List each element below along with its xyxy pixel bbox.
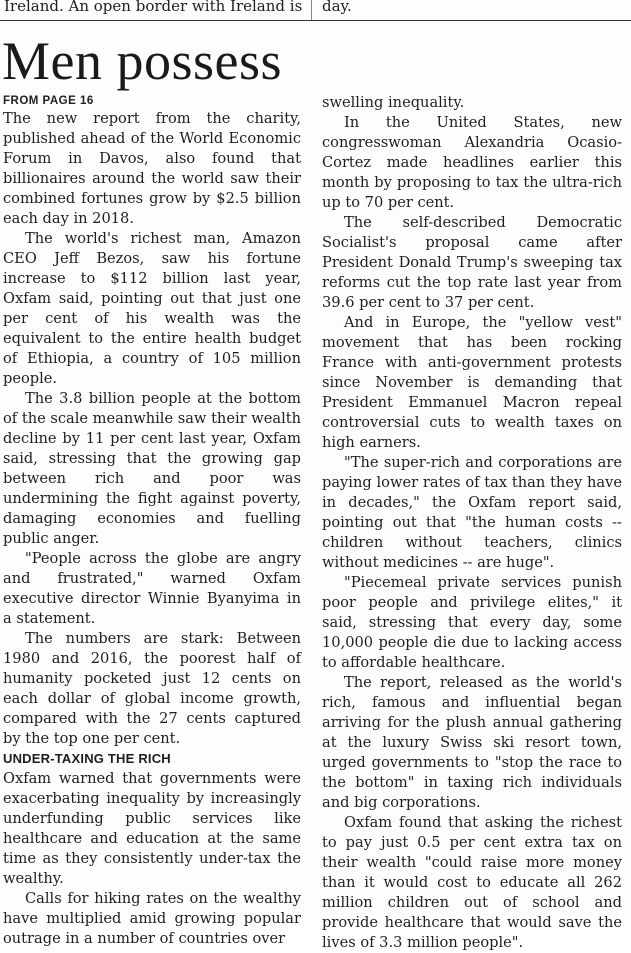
subheading: UNDER-TAXING THE RICH: [3, 751, 171, 766]
paragraph: In the United States, new congresswoman Alexandria Ocasio-Cortez made headlines earlier this month by proposing to tax the ultra-rich up to 70 per cent.: [322, 114, 622, 211]
article-column-left: [3, 93, 301, 949]
paragraph: The world's richest man, Amazon CEO Jeff Bezos, saw his fortune increase to $112 billion last year, Oxfam said, pointing out that just one per cent of his wealth was the equivalent to the entire health budget of Ethiopia, a country of 105 million people.: [3, 230, 301, 387]
previous-article-text-left: Ireland. An open border with Ireland is: [4, 0, 303, 15]
paragraph: "Piecemeal private services punish poor people and privilege elites," it said, stressing that every day, some 10,000 people die due to lacking access to affordable healthcare.: [322, 574, 622, 671]
paragraph: "People across the globe are angry and frustrated," warned Oxfam executive director Winnie Byanyima in a statement.: [3, 550, 301, 627]
paragraph: Calls for hiking rates on the wealthy have multiplied amid growing popular outrage in a number of countries over: [3, 890, 301, 947]
paragraph: "The super-rich and corporations are paying lower rates of tax than they have in decades," the Oxfam report said, pointing out that "the human costs -- children without teachers, clinics without medicines -- are huge".: [322, 454, 622, 571]
paragraph: The self-described Democratic Socialist's proposal came after President Donald Trump's sweeping tax reforms cut the top rate last year from 39.6 per cent to 37 per cent.: [322, 214, 622, 311]
from-page-label: FROM PAGE 16: [3, 95, 94, 107]
column-divider: [311, 0, 312, 20]
paragraph: The numbers are stark: Between 1980 and 2016, the poorest half of humanity pocketed just 12 cents on each dollar of global income growth, compared with the 27 cents captured by the top one per cent.: [3, 630, 301, 747]
headline: Men possess: [2, 31, 283, 91]
article-column-right: [322, 93, 622, 953]
paragraph: The report, released as the world's rich, famous and influential began arriving for the plush annual gathering at the luxury Swiss ski resort town, urged governments to "stop the race to the bottom" in taxing rich individuals and big corporations.: [322, 674, 622, 811]
paragraph: The new report from the charity, published ahead of the World Economic Forum in Davos, also found that billionaires around the world saw their combined fortunes grow by $2.5 billion each day in 2018.: [3, 110, 301, 227]
paragraph: And in Europe, the "yellow vest" movement that has been rocking France with anti-government protests since November is demanding that President Emmanuel Macron repeal controversial cuts to wealth taxes on high earners.: [322, 314, 622, 451]
paragraph: Oxfam found that asking the richest to pay just 0.5 per cent extra tax on their wealth "could raise more money than it would cost to educate all 262 million children out of school and provide healthcare that would save the lives of 3.3 million people".: [322, 814, 622, 951]
previous-article-text-right: day.: [322, 0, 352, 15]
paragraph: The 3.8 billion people at the bottom of the scale meanwhile saw their wealth decline by 11 per cent last year, Oxfam said, stressing that the growing gap between rich and poor was undermining the fight against poverty, damaging economies and fuelling public anger.: [3, 390, 302, 547]
paragraph: swelling inequality.: [322, 94, 465, 111]
paragraph: Oxfam warned that governments were exacerbating inequality by increasingly underfunding public services like healthcare and education at the same time as they consistently under-tax the wealthy.: [3, 770, 301, 887]
top-rule: [0, 20, 631, 21]
previous-article-strip: [0, 0, 631, 16]
